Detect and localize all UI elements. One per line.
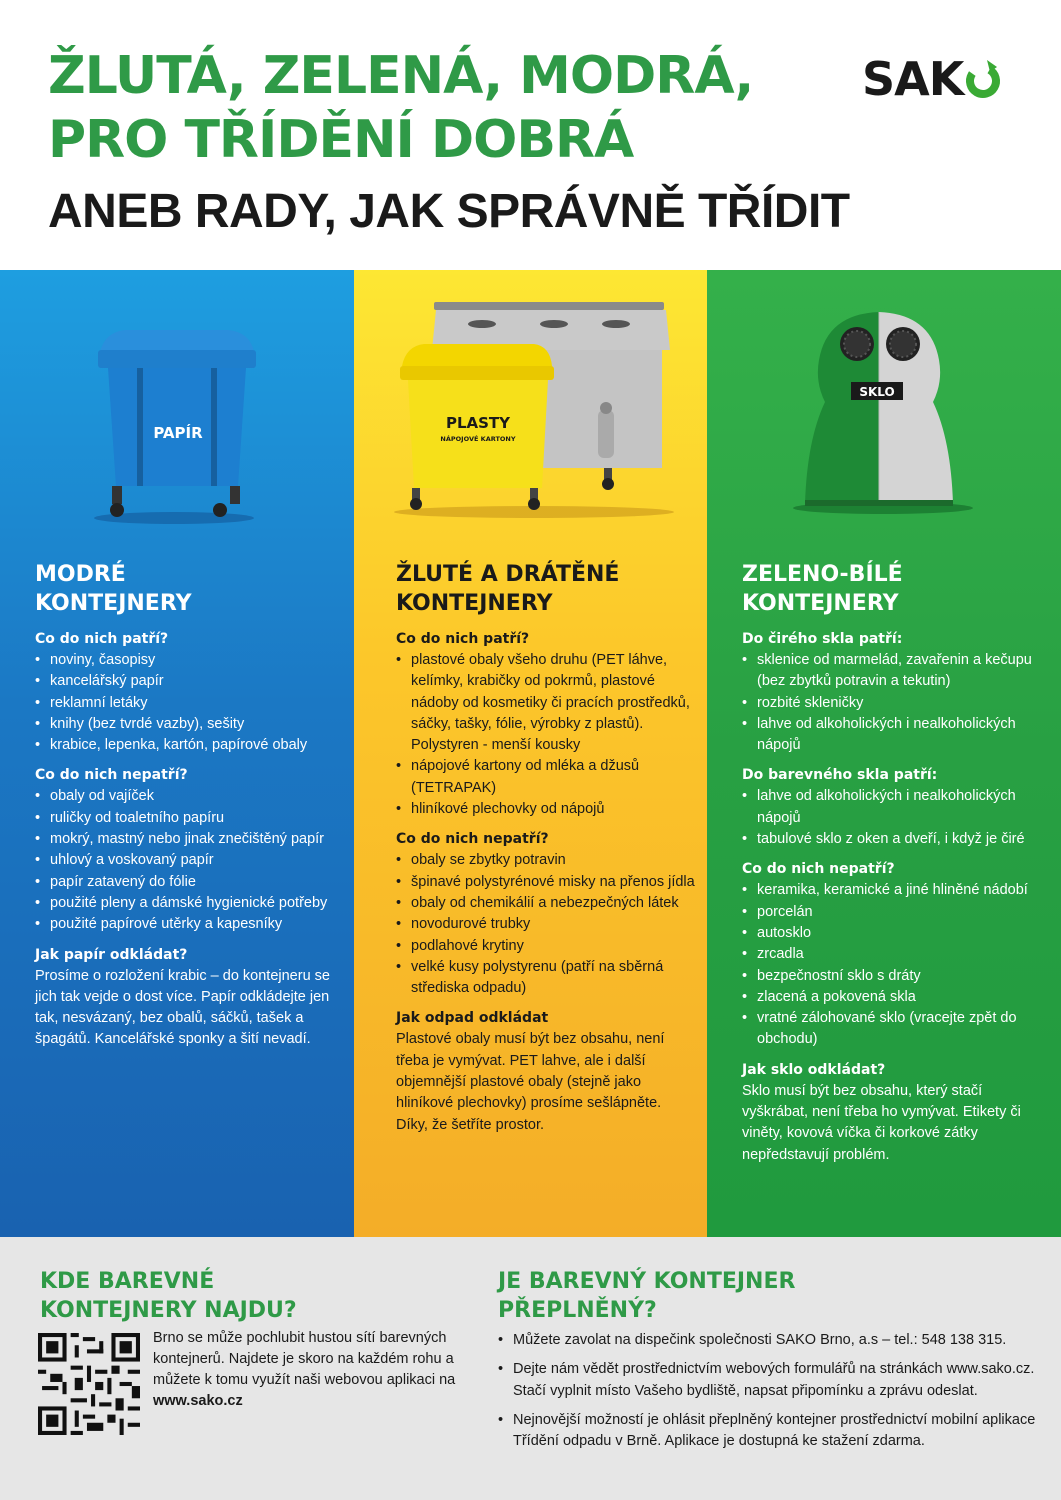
sako-web-link[interactable]: www.sako.cz (153, 1393, 243, 1409)
footer-left-body: Brno se může pochlubit hustou sítí barevných kontejnerů. Najdete je skoro na každém rohu a můžete k tomu využít naši webovou aplikaci na (153, 1330, 456, 1388)
list-item: • použité pleny a dámské hygienické potřeby (35, 893, 335, 914)
qr-code-icon[interactable] (38, 1333, 140, 1435)
headline-line-2: PRO TŘÍDĚNÍ DOBRÁ (48, 110, 634, 170)
list-item: • velké kusy polystyrenu (patří na sběrná střediska odpadu) (396, 957, 696, 1000)
list-item: • Dejte nám vědět prostřednictvím webových formulářů na stránkách www.sako.cz. Stačí vyplnit místo Vašeho bydliště, napsat připomínku a zprávu odeslat. (498, 1359, 1038, 1402)
logo-text: SAK (862, 52, 964, 106)
list-item: • podlahové krytiny (396, 936, 696, 957)
green-s3-title: Co do nich nepatří? (742, 861, 895, 878)
blue-s1-title: Co do nich patří? (35, 631, 169, 647)
blue-paper-bin-icon (0, 290, 354, 540)
headline-line-3 (48, 184, 850, 239)
yellow-title: ŽLUTÉ A DRÁTĚNÉ KONTEJNERY (396, 562, 620, 616)
yellow-bin-label: PLASTY (445, 414, 511, 432)
list-item: • porcelán (742, 902, 1042, 923)
column-yellow (354, 270, 707, 1237)
list-item: • zrcadla (742, 944, 1042, 965)
yellow-s2-list (396, 850, 696, 999)
list-item: • autosklo (742, 923, 1042, 944)
list-item: • Nejnovější možností je ohlásit přeplněný kontejner prostřednictví mobilní aplikace Třídění odpadu v Brně. Aplikace je dostupná ke stažení zdarma. (498, 1410, 1038, 1453)
yellow-s1-title: Co do nich patří? (396, 631, 530, 647)
list-item: • mokrý, mastný nebo jinak znečištěný papír (35, 829, 335, 850)
footer (0, 1237, 1061, 1500)
yellow-s3-title: Jak odpad odkládat (396, 1010, 549, 1027)
column-blue (0, 270, 354, 1237)
footer-right-title: JE BAREVNÝ KONTEJNER PŘEPLNĚNÝ? (498, 1269, 796, 1323)
columns (0, 270, 1061, 1237)
blue-s3-text: Prosíme o rozložení krabic – do kontejneru se jich tak vejde o dost více. Papír odkládejte jen tak, nesvázaný, bez obalů, sáčků, tašek a špagátů. Kancelářské sponky a šití nevadí. (35, 967, 330, 1048)
list-item: • použité papírové utěrky a kapesníky (35, 914, 335, 935)
blue-s2-title: Co do nich nepatří? (35, 767, 188, 784)
list-item: • nápojové kartony od mléka a džusů (TETRAPAK) (396, 756, 696, 799)
list-item: • krabice, lepenka, kartón, papírové obaly (35, 735, 335, 756)
headline-line-1: ŽLUTÁ, ZELENÁ, MODRÁ, (48, 46, 754, 106)
list-item: • uhlový a voskovaný papír (35, 850, 335, 871)
list-item: • noviny, časopisy (35, 650, 335, 671)
list-item: • reklamní letáky (35, 693, 335, 714)
yellow-bin-sublabel: NÁPOJOVÉ KARTONY (440, 435, 516, 443)
blue-s2-list (35, 786, 335, 935)
list-item: • obaly od chemikálií a nebezpečných látek (396, 893, 696, 914)
green-s2-list (742, 786, 1042, 850)
list-item: • obaly se zbytky potravin (396, 850, 696, 871)
list-item: • ruličky od toaletního papíru (35, 808, 335, 829)
green-s4-text: Sklo musí být bez obsahu, který stačí vyškrábat, není třeba ho vymývat. Etikety či viněty, kovová víčka či korkové zátky nepředstavují problém. (742, 1082, 1021, 1163)
green-title: ZELENO-BÍLÉ KONTEJNERY (742, 562, 903, 616)
list-item: • špinavé polystyrénové misky na přenos jídla (396, 872, 696, 893)
footer-left-title: KDE BAREVNÉ KONTEJNERY NAJDU? (40, 1269, 297, 1323)
green-s1-title: Do čirého skla patří: (742, 631, 903, 647)
list-item: • sklenice od marmelád, zavařenin a kečupu (bez zbytků potravin a tekutin) (742, 650, 1042, 693)
list-item: • vratné zálohované sklo (vracejte zpět do obchodu) (742, 1008, 1042, 1051)
list-item: • knihy (bez tvrdé vazby), sešity (35, 714, 335, 735)
list-item: • zlacená a pokovená skla (742, 987, 1042, 1008)
list-item: • rozbité skleničky (742, 693, 1042, 714)
blue-s3-title: Jak papír odkládat? (35, 946, 188, 963)
yellow-plastic-bin-icon (354, 290, 707, 540)
green-s4-title: Jak sklo odkládat? (742, 1061, 886, 1078)
list-item: • keramika, keramické a jiné hliněné nádobí (742, 880, 1042, 901)
list-item: • hliníkové plechovky od nápojů (396, 799, 696, 820)
list-item: • lahve od alkoholických i nealkoholických nápojů (742, 714, 1042, 757)
list-item: • plastové obaly všeho druhu (PET láhve, kelímky, krabičky od pokrmů, plastové nádoby od kosmetiky či pracích prostředků, sáčky, tašky, fólie, výrobky z plastů). Polystyren - menší kousky (396, 650, 696, 756)
yellow-s3-text: Plastové obaly musí být bez obsahu, není třeba je vymývat. PET lahve, ale i další objemnější plastové obaly (stejně jako hliníkové plechovky) prosíme sešlápněte. Díky, že šetříte prostor. (396, 1031, 665, 1133)
list-item: • obaly od vajíček (35, 786, 335, 807)
blue-s1-list (35, 650, 335, 756)
column-green (707, 270, 1061, 1237)
blue-bin-label: PAPÍR (153, 424, 203, 442)
green-s1-list (742, 650, 1042, 756)
green-content (742, 560, 1042, 1166)
blue-content (35, 560, 335, 1051)
yellow-s1-list (396, 650, 696, 820)
list-item: • tabulové sklo z oken a dveří, i když je čiré (742, 829, 1042, 850)
list-item: • novodurové trubky (396, 914, 696, 935)
list-item: • lahve od alkoholických i nealkoholických nápojů (742, 786, 1042, 829)
footer-left-text (153, 1328, 463, 1412)
yellow-content (396, 560, 696, 1136)
yellow-s2-title: Co do nich nepatří? (396, 831, 549, 848)
list-item: • papír zatavený do fólie (35, 872, 335, 893)
list-item: • Můžete zavolat na dispečink společnosti SAKO Brno, a.s – tel.: 548 138 315. (498, 1330, 1038, 1351)
logo-o-icon (963, 57, 1003, 101)
green-s3-list (742, 880, 1042, 1050)
footer-right-list (498, 1330, 1038, 1460)
blue-title: MODRÉ KONTEJNERY (35, 562, 192, 616)
green-s2-title: Do barevného skla patří: (742, 767, 938, 784)
sako-logo (862, 52, 1003, 106)
list-item: • bezpečnostní sklo s dráty (742, 966, 1042, 987)
green-bin-label: SKLO (859, 385, 895, 399)
list-item: • kancelářský papír (35, 671, 335, 692)
green-glass-bin-icon (707, 290, 1061, 540)
subheadline: ANEB RADY, JAK SPRÁVNĚ TŘÍDIT (48, 185, 850, 238)
header (0, 0, 1061, 270)
